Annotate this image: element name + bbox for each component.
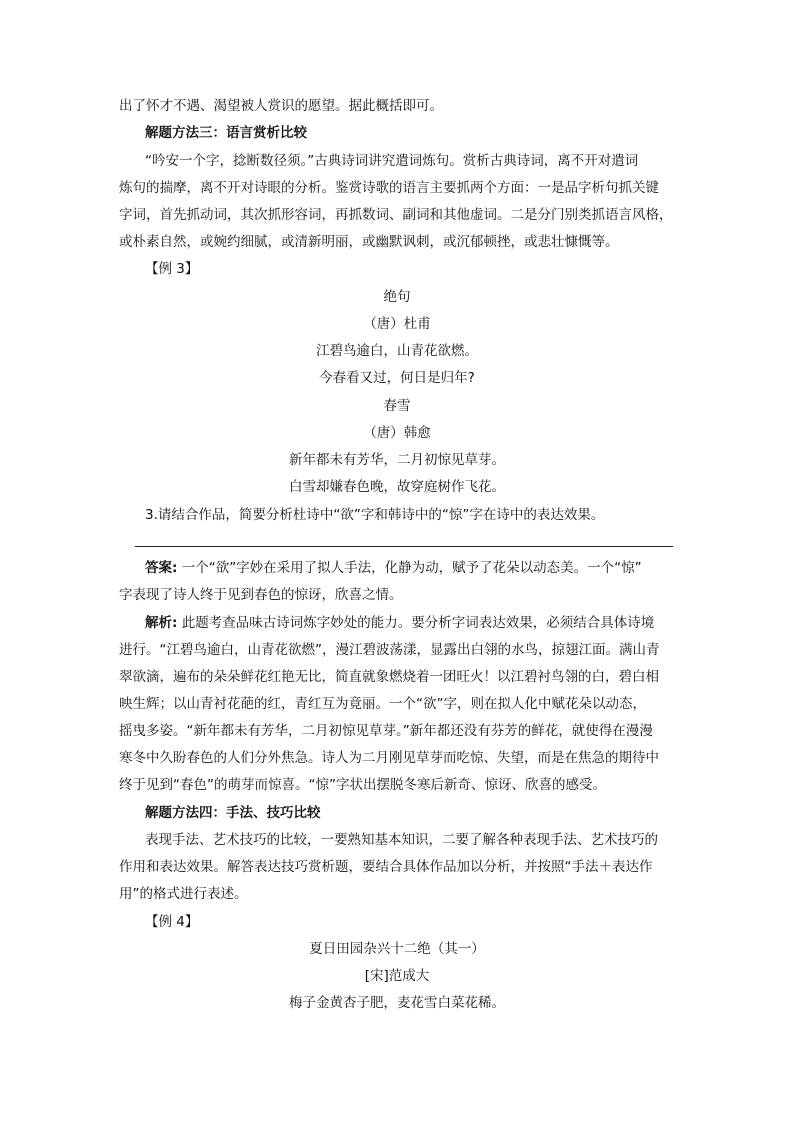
answer-label: 答案: [145,560,178,576]
poem-line: 新年都未有芳华，二月初惊见草芽。 [289,452,505,468]
poem-author: [宋]范成大 [364,968,430,984]
paragraph-line: 出了怀才不遇、渴望被人赏识的愿望。据此概括即可。 [119,98,443,114]
answer-line [145,559,642,577]
analysis-line: 摇曳多姿。“新年都未有芳华，二月初惊见草芽。”新年都还没有芬芳的鲜花，就使得在漫漫 [119,723,653,739]
analysis-text: 此题考查品味古诗词炼字妙处的能力。要分析字词表达效果，必须结合具体诗境 [177,615,655,631]
paragraph-line: 用”的格式进行表述。 [119,886,248,902]
analysis-line: 映生辉；以山青衬花葩的红，青红互为竟丽。一个“欲”字，则在拟人化中赋花朵以动态， [119,696,646,712]
answer-divider [135,546,673,547]
poem-title: 绝句 [383,289,411,305]
section-heading-method-3: 解题方法三：语言赏析比较 [145,125,307,141]
analysis-line [145,614,654,632]
analysis-line: 终于见到“春色”的萌芽而惊喜。“惊”字状出摆脱冬寒后新奇、惊讶、欣喜的感受。 [119,777,606,793]
poem-line: 梅子金黄杏子肥，麦花雪白菜花稀。 [289,995,505,1011]
answer-line: 字表现了诗人终于见到春色的惊讶，欣喜之情。 [119,587,403,603]
poem-title: 夏日田园杂兴十二绝（其一） [309,941,485,957]
analysis-label: 解析: [145,615,178,631]
analysis-line: 进行。“江碧鸟逾白，山青花欲燃”，漫江碧波荡漾，显露出白翎的水鸟，掠翅江面。满山青 [119,642,660,658]
paragraph-line: 或朴素自然，或婉约细腻，或清新明丽，或幽默讽刺，或沉郁顿挫，或悲壮慷慨等。 [119,234,619,250]
poem-author: （唐）韩愈 [363,425,431,441]
poem-line: 江碧鸟逾白，山青花欲燃。 [316,343,478,359]
poem-line: 今春看又过，何日是归年? [319,370,475,386]
paragraph-line: “吟安一个字，捻断数径须。”古典诗词讲究遣词炼句。赏析古典诗词，离不开对遣词 [145,153,639,169]
example-label-4: 【例 4】 [145,914,199,930]
example-label-3: 【例 3】 [145,261,199,277]
paragraph-line: 作用和表达效果。解答表达技巧赏析题，要结合具体作品加以分析，并按照“手法＋表达作 [119,859,653,875]
paragraph-line: 字词，首先抓动词，其次抓形容词，再抓数词、副词和其他虚词。二是分门别类抓语言风格， [119,207,673,223]
paragraph-line: 炼句的揣摩，离不开对诗眼的分析。鉴赏诗歌的语言主要抓两个方面：一是品字析句抓关键 [119,180,659,196]
analysis-line: 翠欲滴，遍布的朵朵鲜花红艳无比，简直就象燃烧着一团旺火！以江碧衬鸟翎的白，碧白相 [119,669,659,685]
analysis-line: 寒冬中久盼春色的人们分外焦急。诗人为二月刚见草芽而吃惊、失望，而是在焦急的期待中 [119,750,659,766]
poem-title: 春雪 [383,398,411,414]
question-3: 3.请结合作品，简要分析杜诗中“欲”字和韩诗中的“惊”字在诗中的表达效果。 [145,507,605,523]
answer-text: 一个“欲”字妙在采用了拟人手法，化静为动，赋予了花朵以动态美。一个“惊” [177,560,642,576]
poem-author: （唐）杜甫 [363,316,431,332]
section-heading-method-4: 解题方法四：手法、技巧比较 [145,805,321,821]
paragraph-line: 表现手法、艺术技巧的比较，一要熟知基本知识，二要了解各种表现手法、艺术技巧的 [145,832,658,848]
poem-line: 白雪却嫌春色晚，故穿庭树作飞花。 [289,479,505,495]
